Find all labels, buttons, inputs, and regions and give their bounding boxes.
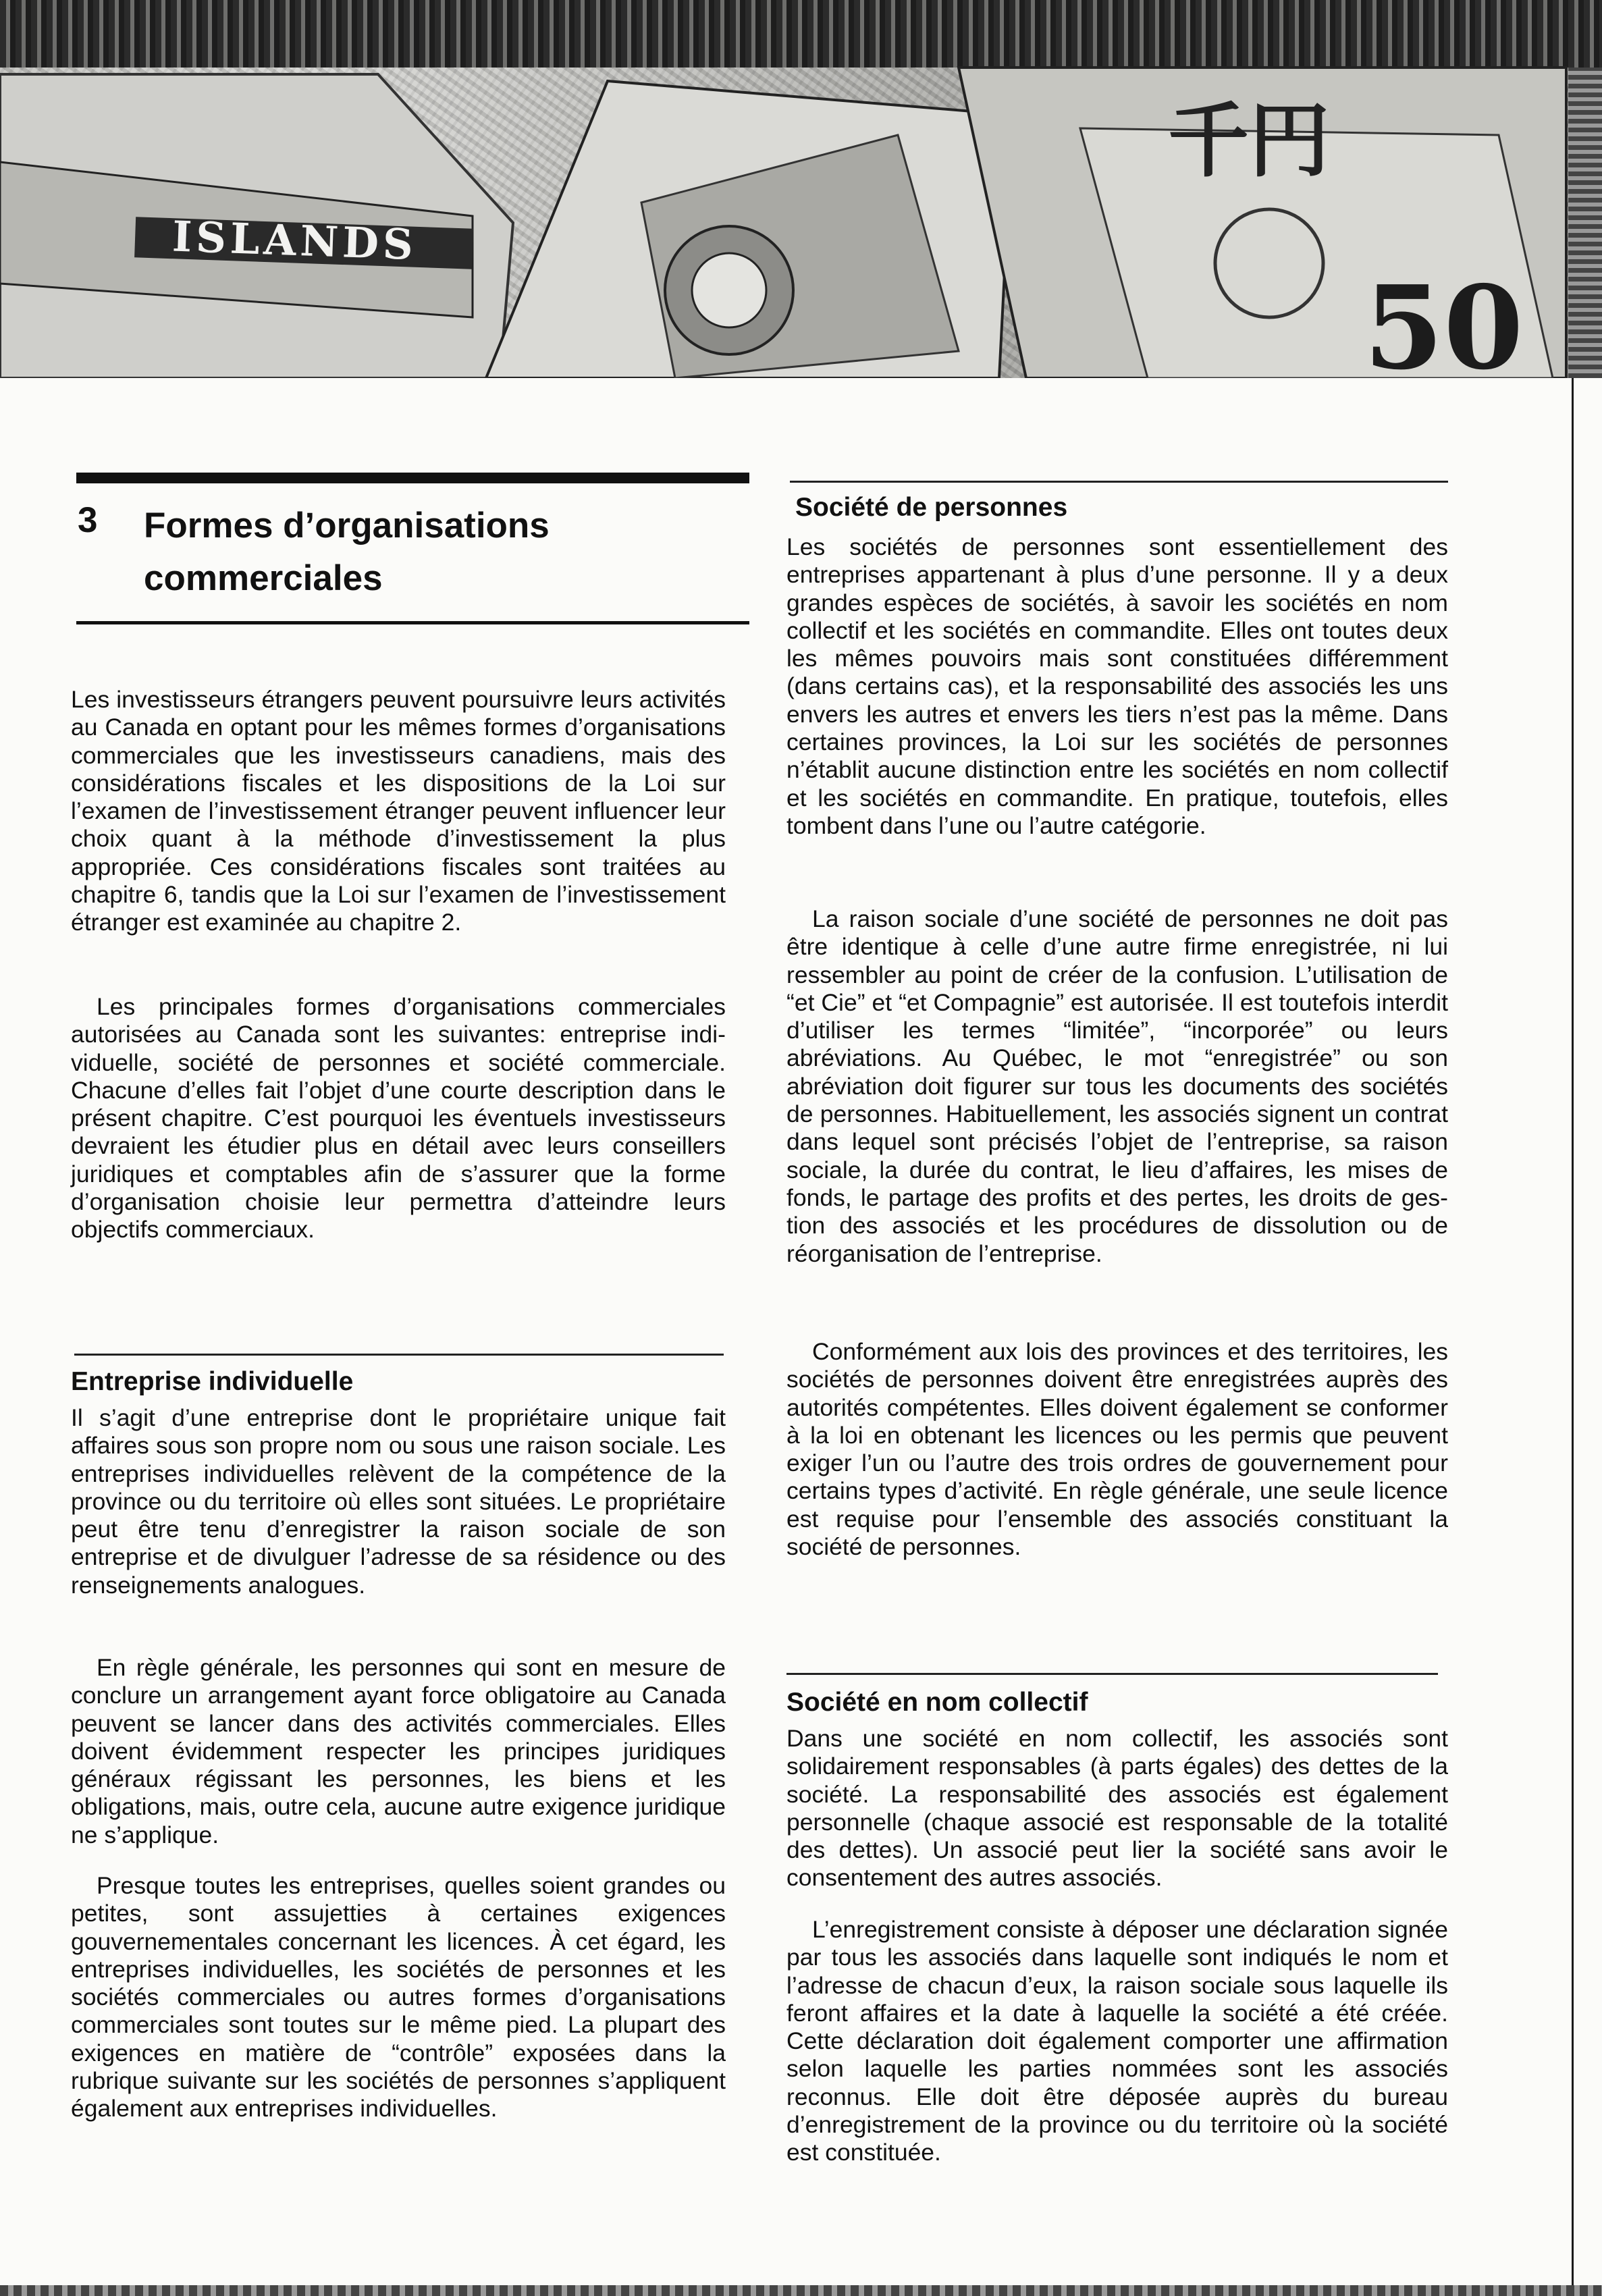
svg-text:千円: 千円 (1168, 93, 1330, 188)
svg-text:50: 50 (1364, 261, 1524, 378)
chapter-title: Formes d’organisations commerciales (144, 506, 550, 598)
banner-islands-text: ISLANDS (171, 211, 418, 270)
section-paragraph: Conformément aux lois des provinces et des territoires, les sociétés de personnes doivent être enregistrées auprès des autorités compétentes. Elles doivent également se conformer à la loi en obtenant les licences ou les permis que peuvent exiger l’un ou l’autre des trois ordres de gouvernement pour certains types d’activité. En règle générale, une seule licence est requise pour l’ensemble des associés constituant la société de personnes. (786, 1338, 1448, 1561)
section-paragraph: La raison sociale d’une société de personnes ne doit pas être identique à celle d’une autre firme enregistrée, ni lui ressembler au point de créer de la confusion. L’utilisation de “et Cie” et “et Compagnie” est autorisée. Il est toutefois interdit d’utiliser les termes “limitée”, “incorporée” ou leurs abréviations. Au Québec, le mot “enregistrée” ou son abréviation doit figurer sur tous les documents des sociétés de personnes. Habituellement, les associés signent un contrat dans lequel sont précisés l’objet de l’entreprise, sa raison sociale, la durée du contrat, le lieu d’affaires, les mises de fonds, le partage des profits et des pertes, les droits de gestion des associés et les procédures de dissolution ou de réorganisation de l’entreprise. (786, 905, 1448, 1267)
chapter-rule-top (76, 473, 749, 483)
section-paragraph: En règle générale, les personnes qui sont en mesure de conclure un arrangement ayant force obligatoire au Canada peuvent se lancer dans des activités commerciales. Elles doivent évidemment respecter les principes juridiques généraux régissant les personnes, les biens et les obligations, mais, outre cela, aucune autre exigence juridique ne s’applique. (71, 1654, 726, 1848)
section-rule (790, 481, 1448, 483)
section-paragraph: Presque toutes les entreprises, quelles soient grandes ou petites, sont assujetties à certaines exigences gouvernementales concernant les licences. À cet égard, les entreprises individuelles, les sociétés de personnes et les sociétés commerciales ou autres formes d’organisations commerciales sont toutes sur le même pied. La plupart des exigences en matière de “contrôle” exposées dans la rubrique suivante sur les sociétés de personnes s’appliquent également aux entreprises individuelles. (71, 1872, 726, 2123)
section-paragraph: Dans une société en nom collectif, les associés sont solidairement responsables (à parts égales) des dettes de la société. La responsabilité des associés est également personnelle (chaque associé est responsable de la totalité des dettes). Un associé peut lier la société sans avoir le consentement des autres associés. (786, 1725, 1448, 1892)
scan-bottom-strip (0, 2285, 1602, 2296)
chapter-rule-bottom (76, 621, 749, 624)
banknotes-banner-photo (0, 0, 1602, 378)
section-paragraph: Il s’agit d’une entreprise dont le propriétaire unique fait affaires sous son propre nom ou sous une raison sociale. Les entreprises individuelles relèvent de la compétence de la province ou du territoire où elles sont situées. Le propriétaire peut être tenu d’enregistrer la raison sociale de son entreprise et de divulguer l’adresse de sa résidence ou des renseignements analogues. (71, 1404, 726, 1599)
intro-paragraph: Les investisseurs étrangers peuvent poursuivre leurs activités au Canada en optant pour les mêmes formes d’organisations commerciales que les investisseurs canadiens, mais des considérations fiscales et les dispositions de la Loi sur l’examen de l’investissement étranger peuvent influencer leur choix quant à la méthode d’investissement la plus appropriée. Ces considérations fiscales sont traitées au chapitre 6, tandis que la Loi sur l’examen de l’investissement étranger est examinée au chapitre 2. (71, 686, 726, 936)
section-rule (786, 1673, 1438, 1675)
section-paragraph: L’enregistrement consiste à déposer une déclaration signée par tous les associés dans laquelle sont indiqués le nom et l’adresse de chacun d’eux, la raison sociale sous laquelle ils feront affaires et la date à laquelle la société a été créée. Cette déclaration doit également comporter une affirmation selon laquelle les parties nommées sont les associés reconnus. Elle doit être déposée auprès du bureau d’enregistrement de la province ou du territoire où la société est constituée. (786, 1916, 1448, 2166)
banknotes-illustration (0, 0, 1602, 378)
section-heading-entreprise-individuelle: Entreprise individuelle (71, 1367, 354, 1396)
section-rule (74, 1354, 724, 1356)
section-heading-societe-de-personnes: Société de personnes (795, 493, 1068, 522)
banner-right-edge (1568, 68, 1602, 378)
section-paragraph: Les sociétés de personnes sont essentiellement des entreprises appartenant à plus d’une personne. Il y a deux grandes espèces de sociétés, à savoir les sociétés en nom collectif et les sociétés en commandite. Elles ont toutes deux les mêmes pouvoirs mais sont constituées différemment (dans certains cas), et la responsabilité des associés les uns envers les autres et envers les tiers n’est pas la même. Dans certaines provinces, la Loi sur les sociétés de personnes n’établit aucune distinction entre les sociétés en nom collectif et les sociétés en commandite. En pratique, toutefois, elles tombent dans l’une ou l’autre catégorie. (786, 533, 1448, 839)
page-edge-line (1572, 378, 1574, 2296)
section-heading-societe-en-nom-collectif: Société en nom collectif (786, 1688, 1088, 1717)
intro-paragraph: Les principales formes d’organisations commerciales autorisées au Canada sont les suivantes: entreprise individuelle, société de personnes et société commerciale. Chacune d’elles fait l’objet d’une courte description dans le présent chapitre. C’est pourquoi les éventuels investisseurs devraient les étudier plus en détail avec leurs conseillers juridiques et comptables afin de s’assurer que la forme d’organisation choisie leur permettra d’atteindre leurs objectifs commerciaux. (71, 993, 726, 1244)
chapter-number: 3 (78, 500, 99, 540)
